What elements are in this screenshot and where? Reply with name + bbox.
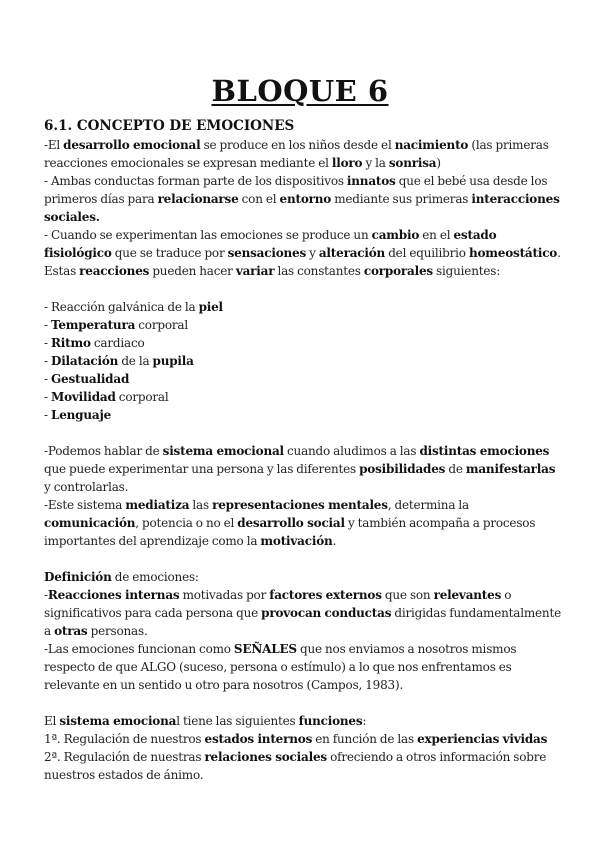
paragraph bbox=[44, 406, 564, 424]
bold-text: distintas emociones bbox=[419, 444, 550, 458]
text-run: y controlarlas. bbox=[44, 480, 129, 494]
text-run: se produce en los niños desde el bbox=[200, 138, 395, 152]
bold-text: Reacciones internas bbox=[47, 588, 180, 602]
bold-text: representaciones mentales bbox=[212, 498, 388, 512]
text-run: . bbox=[557, 246, 561, 260]
bold-text: innatos bbox=[346, 174, 396, 188]
text-run: y también acompaña a procesos importantes del aprendizaje como la bbox=[44, 516, 536, 548]
bold-text: Lenguaje bbox=[50, 408, 112, 422]
bold-text: mediatiza bbox=[125, 498, 190, 512]
bold-text: estado fisiológico bbox=[44, 228, 497, 260]
text-run: -Podemos hablar de bbox=[44, 444, 163, 458]
bold-text: sistema emociona bbox=[59, 714, 177, 728]
bold-text: nacimiento bbox=[394, 138, 469, 152]
text-run: - bbox=[44, 390, 51, 404]
text-run: pueden hacer bbox=[149, 264, 236, 278]
bold-text: entorno bbox=[279, 192, 332, 206]
paragraph-gap bbox=[44, 280, 564, 298]
text-run: 2ª. Regulación de nuestras bbox=[44, 750, 205, 764]
text-run: - bbox=[44, 336, 51, 350]
text-run: -Este sistema bbox=[44, 498, 126, 512]
bold-text: corporales bbox=[363, 264, 433, 278]
text-run: del equilibrio bbox=[385, 246, 469, 260]
text-run: , determina la bbox=[387, 498, 469, 512]
bold-text: relaciones sociales bbox=[204, 750, 327, 764]
paragraph-gap bbox=[44, 424, 564, 442]
bold-text: relacionarse bbox=[157, 192, 239, 206]
bold-text: factores externos bbox=[269, 588, 382, 602]
bold-text: lloro bbox=[331, 156, 363, 170]
text-run: y la bbox=[362, 156, 389, 170]
text-run: ) bbox=[436, 156, 441, 170]
text-run: - bbox=[44, 354, 51, 368]
text-run: corporal bbox=[115, 390, 169, 404]
text-run: que puede experimentar una persona y las diferentes bbox=[44, 462, 360, 476]
text-run: El bbox=[44, 714, 60, 728]
paragraph bbox=[44, 748, 564, 784]
text-run: - bbox=[44, 372, 51, 386]
bold-text: motivación bbox=[260, 534, 333, 548]
text-run: que son bbox=[381, 588, 434, 602]
bold-text: Ritmo bbox=[50, 336, 91, 350]
bold-text: comunicación bbox=[44, 516, 136, 530]
bold-text: reacciones bbox=[79, 264, 150, 278]
bold-text: desarrollo emocional bbox=[63, 138, 201, 152]
bold-text: relevantes bbox=[433, 588, 502, 602]
text-run: - bbox=[44, 588, 48, 602]
paragraph bbox=[44, 370, 564, 388]
paragraph bbox=[44, 298, 564, 316]
bold-text: variar bbox=[235, 264, 275, 278]
paragraph bbox=[44, 226, 564, 262]
text-run: -Las emociones funcionan como bbox=[44, 642, 234, 656]
text-run: siguientes: bbox=[432, 264, 501, 278]
paragraph-gap bbox=[44, 550, 564, 568]
paragraph bbox=[44, 442, 564, 496]
text-run: , potencia o no el bbox=[135, 516, 238, 530]
text-run: . bbox=[332, 534, 337, 548]
text-run: - Cuando se experimentan las emociones se produce un bbox=[44, 228, 372, 242]
bold-text: Definición bbox=[44, 570, 112, 584]
page-title: BLOQUE 6 bbox=[211, 74, 389, 108]
paragraph bbox=[44, 136, 564, 172]
text-run: cardiaco bbox=[90, 336, 145, 350]
paragraph bbox=[44, 586, 564, 640]
bold-text: desarrollo social bbox=[237, 516, 345, 530]
document-body bbox=[44, 136, 564, 784]
bold-text: Movilidad bbox=[50, 390, 116, 404]
text-run: en el bbox=[419, 228, 454, 242]
text-run: con el bbox=[238, 192, 280, 206]
bold-text: provocan conductas bbox=[261, 606, 392, 620]
bold-text: homeostático bbox=[468, 246, 558, 260]
bold-text: alteración bbox=[318, 246, 386, 260]
text-run: que el bebé usa desde los primeros días para bbox=[44, 174, 548, 206]
text-run: y bbox=[306, 246, 319, 260]
text-run: : bbox=[362, 714, 367, 728]
bold-text: sonrisa bbox=[388, 156, 437, 170]
bold-text: piel bbox=[198, 300, 223, 314]
text-run: - bbox=[44, 318, 51, 332]
paragraph bbox=[44, 730, 564, 748]
paragraph bbox=[44, 640, 564, 694]
text-run: las bbox=[189, 498, 213, 512]
bold-text: sensaciones bbox=[227, 246, 307, 260]
bold-text: pupila bbox=[152, 354, 194, 368]
paragraph bbox=[44, 352, 564, 370]
text-run: - Reacción galvánica de la bbox=[44, 300, 199, 314]
text-run: corporal bbox=[135, 318, 189, 332]
bold-text: Gestualidad bbox=[50, 372, 130, 386]
text-run: dirigidas fundamentalmente a bbox=[44, 606, 561, 638]
text-run: ofreciendo a otros información sobre nuestros estados de ánimo. bbox=[44, 750, 547, 782]
paragraph bbox=[44, 712, 564, 730]
paragraph bbox=[44, 334, 564, 352]
text-run: (las primeras reacciones emocionales se expresan mediante el bbox=[44, 138, 549, 170]
bold-text: sistema emocional bbox=[162, 444, 284, 458]
bold-text: cambio bbox=[371, 228, 420, 242]
text-run: l tiene las siguientes bbox=[176, 714, 299, 728]
text-run: las constantes bbox=[274, 264, 364, 278]
text-run: que se traduce por bbox=[111, 246, 228, 260]
text-run: o significativos para cada persona que bbox=[44, 588, 512, 620]
paragraph bbox=[44, 568, 564, 586]
bold-text: otras bbox=[54, 624, 88, 638]
text-run: cuando aludimos a las bbox=[283, 444, 420, 458]
paragraph bbox=[44, 316, 564, 334]
bold-text: experiencias vividas bbox=[417, 732, 548, 746]
text-run: - bbox=[44, 408, 51, 422]
text-run: - Ambas conductas forman parte de los dispositivos bbox=[44, 174, 347, 188]
bold-text: estados internos bbox=[204, 732, 313, 746]
section-heading: 6.1. CONCEPTO DE EMOCIONES bbox=[44, 118, 295, 134]
paragraph bbox=[44, 172, 564, 226]
bold-text: interacciones sociales. bbox=[44, 192, 560, 224]
text-run: de la bbox=[118, 354, 153, 368]
text-run: en función de las bbox=[312, 732, 418, 746]
text-run: personas. bbox=[87, 624, 148, 638]
text-run: Estas bbox=[44, 264, 80, 278]
text-run: de emociones: bbox=[111, 570, 199, 584]
bold-text: SEÑALES bbox=[233, 642, 297, 656]
bold-text: Temperatura bbox=[50, 318, 136, 332]
bold-text: funciones bbox=[298, 714, 363, 728]
text-run: de bbox=[445, 462, 466, 476]
bold-text: manifestarlas bbox=[465, 462, 556, 476]
text-run: motivadas por bbox=[179, 588, 270, 602]
paragraph bbox=[44, 262, 564, 280]
bold-text: Dilatación bbox=[50, 354, 119, 368]
text-run: 1ª. Regulación de nuestros bbox=[44, 732, 205, 746]
text-run: que nos enviamos a nosotros mismos respecto de que ALGO (suceso, persona o estímulo) a lo que nos enfrentamos es relevante en un sentido u otro para nosotros (Campos, 1983). bbox=[44, 642, 517, 692]
text-run: mediante sus primeras bbox=[331, 192, 472, 206]
paragraph bbox=[44, 496, 564, 550]
text-run: -El bbox=[44, 138, 64, 152]
bold-text: posibilidades bbox=[359, 462, 446, 476]
paragraph-gap bbox=[44, 694, 564, 712]
paragraph bbox=[44, 388, 564, 406]
